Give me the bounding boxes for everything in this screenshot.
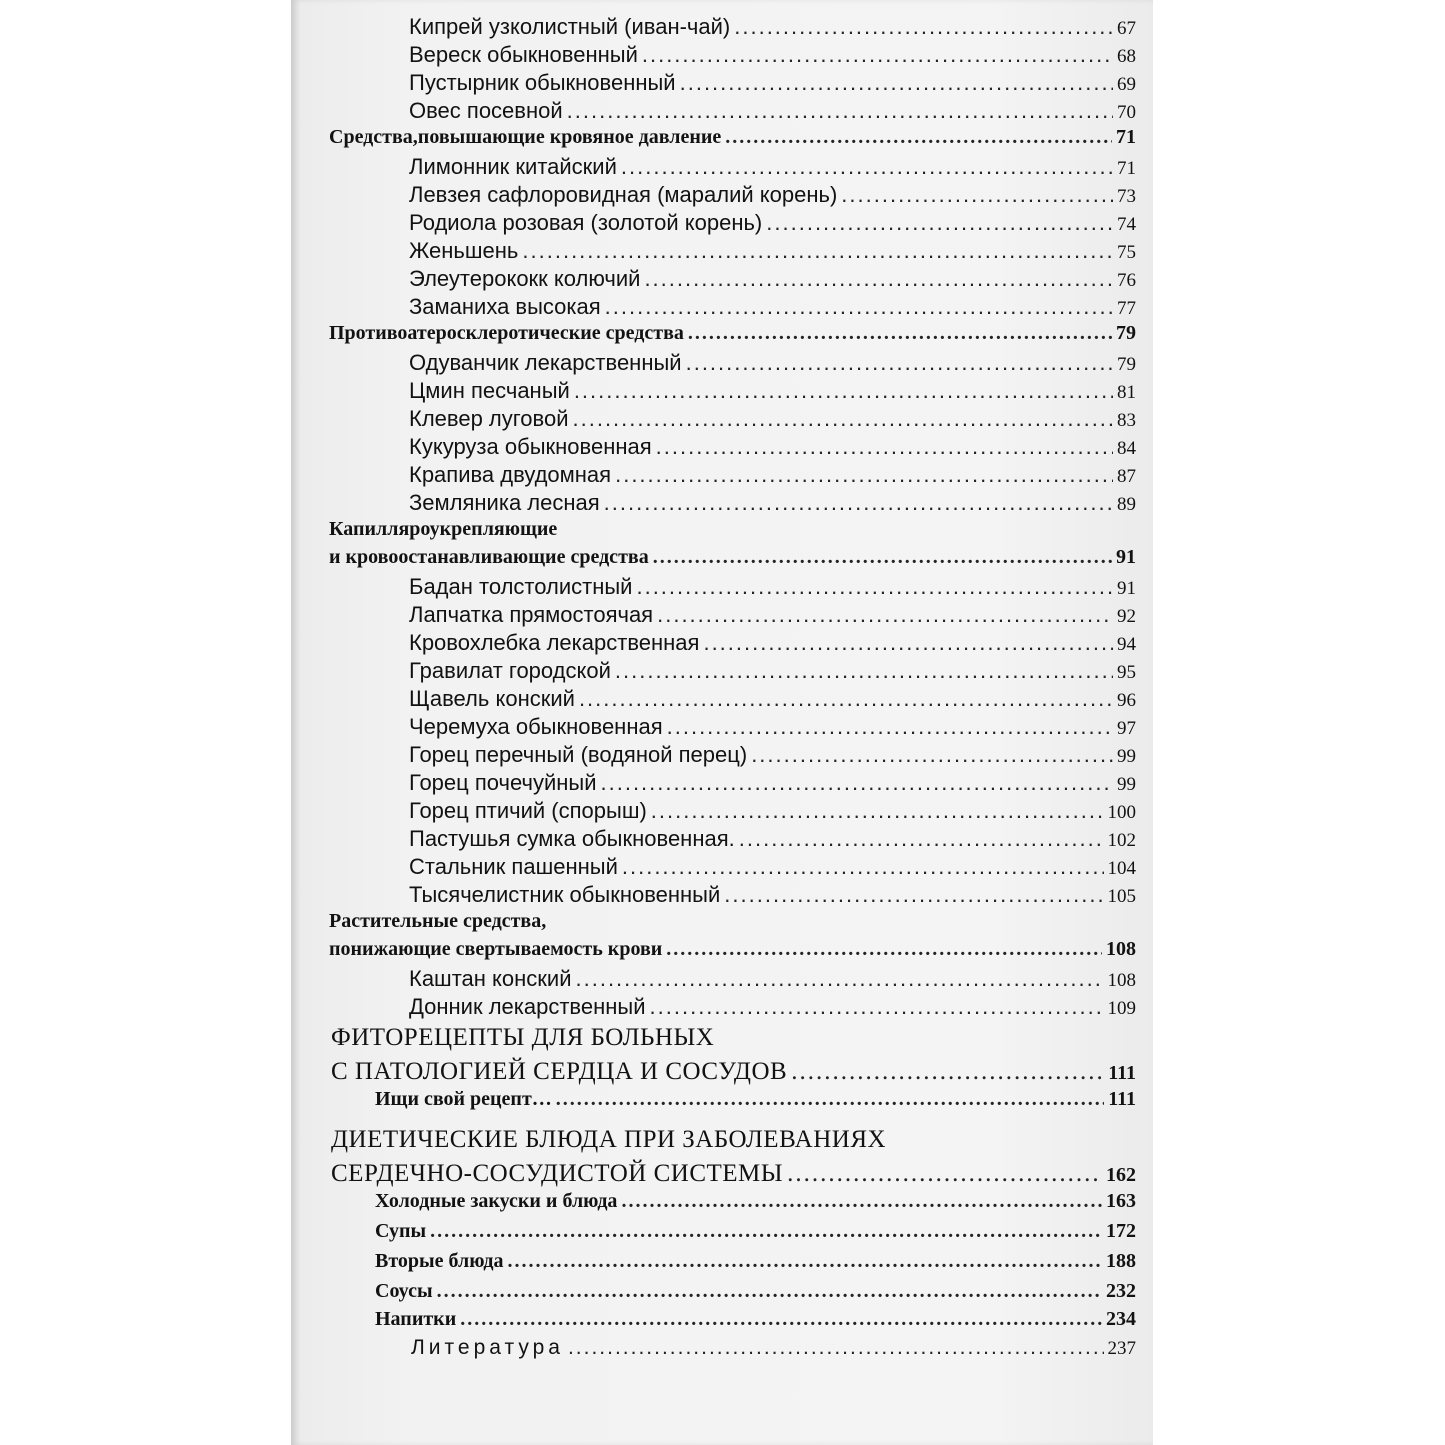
toc-page-number: 89 xyxy=(1117,494,1136,515)
toc-item[interactable] xyxy=(291,966,1153,992)
toc-page-number: 99 xyxy=(1117,774,1136,795)
toc-page-number: 108 xyxy=(1106,938,1136,960)
toc-page-number: 111 xyxy=(1108,1062,1136,1084)
dot-leader xyxy=(667,714,1113,740)
dot-leader xyxy=(686,350,1113,376)
dot-leader xyxy=(576,966,1104,992)
toc-entry-label: Вторые блюда xyxy=(375,1250,504,1272)
toc-item[interactable] xyxy=(291,742,1153,768)
toc-item[interactable] xyxy=(291,574,1153,600)
dot-leader xyxy=(642,42,1113,68)
dot-leader xyxy=(437,1280,1102,1303)
dot-leader xyxy=(666,938,1102,961)
toc-item[interactable] xyxy=(291,490,1153,516)
toc-entry-label: Элеутерококк колючий xyxy=(409,266,641,291)
toc-page-number: 71 xyxy=(1117,158,1136,179)
toc-item[interactable] xyxy=(291,798,1153,824)
toc-entry-label: Лапчатка прямостоячая xyxy=(409,602,654,627)
toc-page-number: 163 xyxy=(1106,1190,1136,1212)
toc-chapter[interactable] xyxy=(291,1160,1153,1188)
toc-subsection[interactable] xyxy=(291,1220,1153,1243)
dot-leader xyxy=(734,14,1113,40)
toc-entry-label: Горец перечный (водяной перец) xyxy=(409,742,748,767)
toc-entry-label: Ищи свой рецепт… xyxy=(375,1088,552,1110)
toc-entry-label: Пустырник обыкновенный xyxy=(409,70,676,95)
toc-page-number: 94 xyxy=(1117,634,1136,655)
toc-page-number: 91 xyxy=(1116,546,1136,568)
toc-entry-label: Каштан конский xyxy=(409,966,572,991)
dot-leader xyxy=(615,462,1113,488)
toc-entry-label: Горец птичий (спорыш) xyxy=(409,798,647,823)
toc-entry-label: Родиола розовая (золотой корень) xyxy=(409,210,763,235)
toc-page-number: 67 xyxy=(1117,18,1136,39)
toc-page-number: 232 xyxy=(1106,1280,1136,1302)
toc-subsection[interactable] xyxy=(291,1308,1153,1331)
toc-item[interactable] xyxy=(291,826,1153,852)
toc-entry-label: Клевер луговой xyxy=(409,406,569,431)
toc-page-number: 84 xyxy=(1117,438,1136,459)
toc-item[interactable] xyxy=(291,462,1153,488)
dot-leader xyxy=(556,1088,1104,1111)
dot-leader xyxy=(656,434,1113,460)
toc-page-number: 69 xyxy=(1117,74,1136,95)
toc-page-number: 79 xyxy=(1117,354,1136,375)
toc-subsection[interactable] xyxy=(291,1190,1153,1213)
toc-entry-label: Заманиха высокая xyxy=(409,294,601,319)
toc-entry-label: Бадан толстолистный xyxy=(409,574,633,599)
dot-leader xyxy=(725,126,1112,149)
toc-item[interactable] xyxy=(291,434,1153,460)
toc-subsection[interactable] xyxy=(291,1088,1153,1111)
dot-leader xyxy=(430,1220,1102,1243)
toc-entry-label: Женьшень xyxy=(409,238,519,263)
toc-page-number: 104 xyxy=(1107,858,1136,879)
toc-item[interactable] xyxy=(291,686,1153,712)
dot-leader xyxy=(791,1058,1104,1086)
chapter-title-line: ФИТОРЕЦЕПТЫ ДЛЯ БОЛЬНЫХ xyxy=(331,1024,715,1051)
toc-entry-label: Земляника лесная xyxy=(409,490,600,515)
toc-entry-label: Противоатеросклеротические средства xyxy=(329,322,684,344)
toc-entry-label: Кипрей узколистный (иван-чай) xyxy=(409,14,731,39)
toc-section[interactable] xyxy=(291,126,1153,149)
toc-section[interactable] xyxy=(291,546,1153,569)
toc-item[interactable] xyxy=(291,602,1153,628)
toc-entry-label: Одуванчик лекарственный xyxy=(409,350,682,375)
toc-entry-label: Левзея сафлоровидная (маралий корень) xyxy=(409,182,838,207)
dot-leader xyxy=(724,882,1103,908)
toc-page-number: 102 xyxy=(1107,830,1136,851)
toc-entry-label: Донник лекарственный xyxy=(409,994,646,1019)
toc-page-number: 74 xyxy=(1117,214,1136,235)
dot-leader xyxy=(636,574,1113,600)
toc-literature[interactable] xyxy=(291,1336,1153,1360)
toc-item[interactable] xyxy=(291,994,1153,1020)
toc-entry-label: Стальник пашенный xyxy=(409,854,618,879)
toc-entry-label: Напитки xyxy=(375,1308,457,1330)
toc-page-number: 96 xyxy=(1117,690,1136,711)
toc-page-number: 77 xyxy=(1117,298,1136,319)
toc-entry-label: Кровохлебка лекарственная xyxy=(409,630,700,655)
toc-item[interactable] xyxy=(291,294,1153,320)
dot-leader xyxy=(615,658,1113,684)
dot-leader xyxy=(573,406,1114,432)
dot-leader xyxy=(568,1336,1104,1360)
toc-entry-label: Цмин песчаный xyxy=(409,378,570,403)
toc-page-number: 172 xyxy=(1106,1220,1136,1242)
toc-entry-label: Соусы xyxy=(375,1280,433,1302)
toc-entry-label: Черемуха обыкновенная xyxy=(409,714,663,739)
dot-leader xyxy=(651,798,1104,824)
toc-subsection[interactable] xyxy=(291,1280,1153,1303)
toc-page-number: 71 xyxy=(1116,126,1136,148)
dot-leader xyxy=(657,602,1113,628)
toc-section[interactable] xyxy=(291,938,1153,961)
toc-section[interactable] xyxy=(291,322,1153,345)
toc-item[interactable] xyxy=(291,238,1153,264)
toc-item[interactable] xyxy=(291,14,1153,40)
toc-item[interactable] xyxy=(291,406,1153,432)
toc-page-number: 162 xyxy=(1106,1164,1136,1186)
toc-item[interactable] xyxy=(291,714,1153,740)
toc-page-number: 73 xyxy=(1117,186,1136,207)
toc-entry-label: Гравилат городской xyxy=(409,658,611,683)
dot-leader xyxy=(644,266,1113,292)
toc-item[interactable] xyxy=(291,882,1153,908)
toc-item[interactable] xyxy=(291,854,1153,880)
toc-entry-label: Овес посевной xyxy=(409,98,563,123)
toc-entry-label: Средства,повышающие кровяное давление xyxy=(329,126,722,148)
dot-leader xyxy=(680,70,1113,96)
toc-item[interactable] xyxy=(291,630,1153,656)
dot-leader xyxy=(508,1250,1103,1273)
toc-page-number: 70 xyxy=(1117,102,1136,123)
toc-page-number: 91 xyxy=(1117,578,1136,599)
toc-page-number: 111 xyxy=(1108,1088,1136,1110)
toc-entry-label: Лимонник китайский xyxy=(409,154,617,179)
toc-page-number: 97 xyxy=(1117,718,1136,739)
toc-item[interactable] xyxy=(291,378,1153,404)
toc-item[interactable] xyxy=(291,658,1153,684)
toc-item[interactable] xyxy=(291,98,1153,124)
toc-entry-label: понижающие свертываемость крови xyxy=(329,938,663,960)
dot-leader xyxy=(650,994,1104,1020)
toc-item[interactable] xyxy=(291,350,1153,376)
dot-leader xyxy=(739,826,1104,852)
dot-leader xyxy=(841,182,1113,208)
toc-subsection[interactable] xyxy=(291,1250,1153,1273)
toc-item[interactable] xyxy=(291,154,1153,180)
toc-page-number: 68 xyxy=(1117,46,1136,67)
toc-item[interactable] xyxy=(291,770,1153,796)
toc-entry-label: Холодные закуски и блюда xyxy=(375,1190,618,1212)
toc-page-number: 87 xyxy=(1117,466,1136,487)
toc-entry-label: Крапива двудомная xyxy=(409,462,612,487)
dot-leader xyxy=(601,770,1114,796)
toc-page-number: 95 xyxy=(1117,662,1136,683)
toc-page-number: 105 xyxy=(1107,886,1136,907)
dot-leader xyxy=(688,322,1112,345)
toc-page-number: 237 xyxy=(1107,1338,1136,1359)
toc-item[interactable] xyxy=(291,182,1153,208)
dot-leader xyxy=(460,1308,1102,1331)
dot-leader xyxy=(605,294,1113,320)
toc-page-number: 79 xyxy=(1116,322,1136,344)
toc-item[interactable] xyxy=(291,70,1153,96)
toc-entry-label: Супы xyxy=(375,1220,427,1242)
toc-item[interactable] xyxy=(291,210,1153,236)
toc-entry-label: Литература xyxy=(411,1336,564,1359)
toc-item[interactable] xyxy=(291,42,1153,68)
toc-page-number: 109 xyxy=(1107,998,1136,1019)
dot-leader xyxy=(751,742,1113,768)
toc-page-number: 76 xyxy=(1117,270,1136,291)
dot-leader xyxy=(703,630,1113,656)
section-title-line: Капилляроукрепляющие xyxy=(329,518,558,540)
dot-leader xyxy=(567,98,1113,124)
toc-page-number: 75 xyxy=(1117,242,1136,263)
toc-entry-label: и кровоостанавливающие средства xyxy=(329,546,649,568)
toc-entry-label: Горец почечуйный xyxy=(409,770,597,795)
dot-leader xyxy=(574,378,1113,404)
dot-leader xyxy=(621,1190,1102,1213)
dot-leader xyxy=(621,154,1113,180)
toc-entry-label: Пастушья сумка обыкновенная. xyxy=(409,826,735,851)
dot-leader xyxy=(766,210,1113,236)
toc-entry-label: СЕРДЕЧНО-СОСУДИСТОЙ СИСТЕМЫ xyxy=(331,1160,784,1187)
dot-leader xyxy=(604,490,1113,516)
toc-page-number: 100 xyxy=(1107,802,1136,823)
toc-page-number: 108 xyxy=(1107,970,1136,991)
toc-page-number: 188 xyxy=(1106,1250,1136,1272)
dot-leader xyxy=(653,546,1112,569)
book-page xyxy=(291,0,1153,1445)
toc-entry-label: Щавель конский xyxy=(409,686,575,711)
chapter-title-line: ДИЕТИЧЕСКИЕ БЛЮДА ПРИ ЗАБОЛЕВАНИЯХ xyxy=(331,1126,887,1153)
toc-item[interactable] xyxy=(291,266,1153,292)
section-title-line: Растительные средства, xyxy=(329,910,547,932)
toc-page-number: 234 xyxy=(1106,1308,1136,1330)
toc-entry-label: Тысячелистник обыкновенный xyxy=(409,882,721,907)
dot-leader xyxy=(522,238,1113,264)
toc-chapter[interactable] xyxy=(291,1058,1153,1086)
toc-page-number: 83 xyxy=(1117,410,1136,431)
toc-entry-label: Вереск обыкновенный xyxy=(409,42,638,67)
toc-page-number: 99 xyxy=(1117,746,1136,767)
toc-entry-label: Кукуруза обыкновенная xyxy=(409,434,652,459)
toc-page-number: 81 xyxy=(1117,382,1136,403)
dot-leader xyxy=(622,854,1104,880)
dot-leader xyxy=(787,1160,1102,1188)
dot-leader xyxy=(579,686,1113,712)
toc-entry-label: С ПАТОЛОГИЕЙ СЕРДЦА И СОСУДОВ xyxy=(331,1058,788,1085)
toc-page-number: 92 xyxy=(1117,606,1136,627)
